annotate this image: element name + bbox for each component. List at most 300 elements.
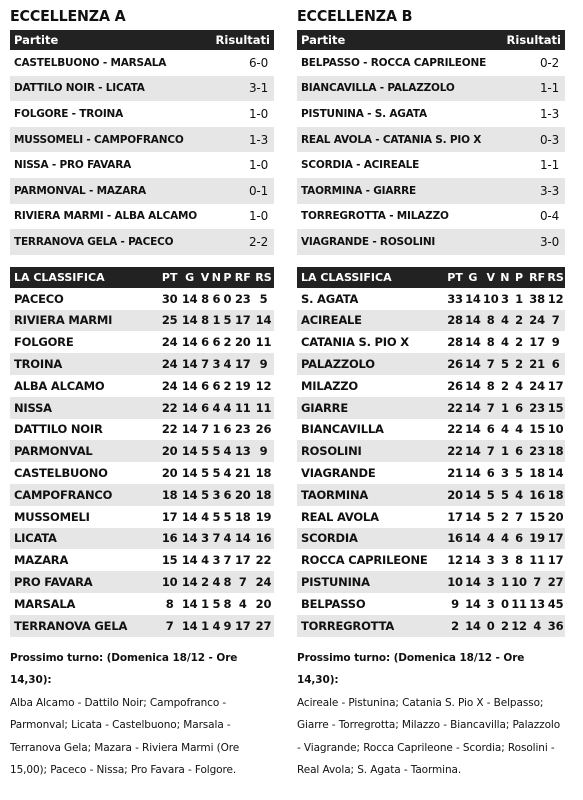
standings-title: LA CLASSIFICA — [10, 267, 160, 288]
header-results-label: Risultati — [506, 33, 561, 47]
stat-cell: 11 — [529, 553, 545, 568]
stat-cell: 16 — [160, 528, 180, 550]
stat-cell: 6 — [201, 335, 209, 350]
team-name: CASTELBUONO — [14, 466, 108, 481]
stat-cell: 18 — [253, 484, 274, 506]
stat-cell: 7 — [160, 615, 180, 637]
stat-cell: 14 — [465, 596, 481, 611]
stat-cell: 5 — [212, 509, 221, 524]
table-row — [10, 397, 274, 419]
stat-cell: 23 — [234, 422, 251, 437]
column-header: G — [180, 267, 200, 288]
match-row — [10, 152, 274, 178]
stat-cell: 20 — [234, 335, 251, 350]
stat-cell: 45 — [547, 596, 564, 611]
stat-cell: 21 — [528, 353, 546, 375]
stat-cell: 13 — [233, 440, 253, 462]
stat-cell: 3 — [500, 291, 509, 306]
stat-cell: 3 — [486, 596, 495, 611]
column-header: PT — [446, 267, 464, 288]
stat-cell: 14 — [465, 378, 481, 393]
stat-cell: 12 — [447, 553, 463, 568]
stat-cell: 6 — [486, 422, 495, 437]
match-score: 3-3 — [540, 183, 559, 198]
stat-cell: 24 — [161, 335, 178, 350]
stat-cell: 14 — [180, 310, 200, 332]
stat-cell: 24 — [528, 310, 546, 332]
stat-cell: 7 — [210, 528, 222, 550]
stat-cell: 8 — [482, 310, 500, 332]
table-row — [297, 440, 565, 462]
stat-cell: 17 — [547, 378, 564, 393]
stat-cell: 14 — [465, 422, 481, 437]
stat-cell: 14 — [180, 615, 200, 637]
table-row — [10, 571, 274, 593]
stat-cell: 0 — [223, 291, 232, 306]
next-round-title: Prossimo turno: (Domenica 18/12 - Ore 14,30): — [10, 651, 238, 686]
stat-cell: 22 — [161, 422, 178, 437]
standings-body — [297, 288, 565, 637]
stat-cell: 14 — [464, 571, 482, 593]
match-teams: SCORDIA - ACIREALE — [301, 159, 420, 172]
stat-cell: 17 — [233, 615, 253, 637]
stat-cell: 7 — [515, 509, 523, 524]
stat-cell: 10 — [160, 571, 180, 593]
team-name: RIVIERA MARMI — [10, 310, 160, 332]
stat-cell: 24 — [253, 571, 274, 593]
stat-cell: 20 — [233, 484, 253, 506]
header-matches-label: Partite — [301, 33, 346, 47]
match-score: 1-0 — [249, 209, 268, 224]
stat-cell: 4 — [515, 422, 523, 437]
stat-cell: 6 — [212, 335, 221, 350]
stat-cell: 5 — [201, 466, 209, 481]
stat-cell: 3 — [482, 571, 500, 593]
stat-cell: 14 — [181, 422, 198, 437]
stat-cell: 2 — [500, 615, 511, 637]
stat-cell: 4 — [201, 553, 209, 568]
match-teams: TAORMINA - GIARRE — [301, 184, 417, 197]
table-row — [297, 353, 565, 375]
stat-cell: 6 — [510, 397, 528, 419]
stat-cell: 7 — [546, 310, 565, 332]
stat-cell: 1 — [515, 291, 523, 306]
stat-cell: 3 — [210, 353, 222, 375]
stat-cell: 5 — [222, 310, 232, 332]
stat-cell: 20 — [255, 596, 272, 611]
match-row — [10, 204, 274, 230]
stat-cell: 27 — [546, 571, 565, 593]
stat-cell: 1 — [500, 397, 511, 419]
table-row — [10, 419, 274, 441]
table-row — [10, 528, 274, 550]
stat-cell: 14 — [464, 397, 482, 419]
team-name: FOLGORE — [14, 335, 74, 350]
stat-cell: 9 — [551, 335, 560, 350]
column-header: N — [210, 267, 222, 288]
stat-cell: 24 — [160, 353, 180, 375]
stat-cell: 5 — [515, 466, 523, 481]
table-row — [297, 615, 565, 637]
team-name: TORREGROTTA — [297, 615, 446, 637]
match-row — [10, 101, 274, 127]
stat-cell: 3 — [500, 466, 509, 481]
stat-cell: 4 — [500, 422, 509, 437]
stat-cell: 4 — [222, 440, 232, 462]
stat-cell: 23 — [528, 397, 546, 419]
stat-cell: 12 — [510, 615, 528, 637]
match-score: 6-0 — [249, 55, 268, 70]
stat-cell: 2 — [510, 353, 528, 375]
table-row — [297, 549, 565, 571]
match-row — [297, 50, 565, 76]
results-list — [10, 50, 274, 255]
match-score: 1-3 — [249, 132, 268, 147]
stat-cell: 14 — [465, 291, 481, 306]
match-teams: PISTUNINA - S. AGATA — [301, 107, 427, 120]
stat-cell: 13 — [529, 596, 545, 611]
stat-cell: 15 — [161, 553, 178, 568]
stat-cell: 18 — [255, 466, 272, 481]
stat-cell: 27 — [253, 615, 274, 637]
stat-cell: 4 — [222, 528, 232, 550]
stat-cell: 8 — [223, 596, 232, 611]
stat-cell: 4 — [238, 596, 247, 611]
column-header: V — [200, 267, 211, 288]
stat-cell: 19 — [528, 528, 546, 550]
stat-cell: 4 — [500, 528, 511, 550]
stat-cell: 14 — [233, 528, 253, 550]
stat-cell: 17 — [546, 528, 565, 550]
team-name: MAZARA — [14, 553, 69, 568]
stat-cell: 4 — [500, 310, 511, 332]
stat-cell: 14 — [464, 615, 482, 637]
column-header: RF — [528, 267, 546, 288]
stat-cell: 2 — [223, 378, 232, 393]
table-row — [10, 310, 274, 332]
match-teams: BELPASSO - ROCCA CAPRILEONE — [301, 56, 487, 69]
stat-cell: 19 — [255, 509, 272, 524]
stat-cell: 24 — [529, 378, 545, 393]
table-row — [10, 331, 274, 353]
column-header: PT — [160, 267, 180, 288]
team-name: PACECO — [14, 291, 64, 306]
stat-cell: 9 — [222, 615, 232, 637]
stat-cell: 3 — [212, 553, 221, 568]
match-score: 0-4 — [540, 209, 559, 224]
stat-cell: 4 — [510, 484, 528, 506]
stat-cell: 14 — [464, 353, 482, 375]
stat-cell: 14 — [464, 528, 482, 550]
stat-cell: 20 — [161, 466, 178, 481]
match-teams: TORREGROTTA - MILAZZO — [301, 210, 449, 223]
stat-cell: 18 — [546, 484, 565, 506]
stat-cell: 7 — [482, 353, 500, 375]
stat-cell: 6 — [212, 378, 221, 393]
stat-cell: 20 — [160, 440, 180, 462]
stat-cell: 14 — [465, 509, 481, 524]
match-row — [10, 50, 274, 76]
table-row — [297, 288, 565, 310]
stat-cell: 22 — [447, 422, 463, 437]
table-row — [297, 571, 565, 593]
stat-cell: 5 — [212, 596, 221, 611]
stat-cell: 5 — [212, 466, 221, 481]
standings-title: LA CLASSIFICA — [297, 267, 446, 288]
standings-table — [297, 267, 565, 637]
match-score: 0-1 — [249, 183, 268, 198]
stat-cell: 3 — [200, 528, 211, 550]
stat-cell: 6 — [200, 397, 211, 419]
stat-cell: 4 — [210, 571, 222, 593]
stat-cell: 10 — [547, 422, 564, 437]
table-row — [10, 462, 274, 484]
match-teams: RIVIERA MARMI - ALBA ALCAMO — [14, 210, 197, 223]
stat-cell: 19 — [234, 378, 251, 393]
stat-cell: 22 — [446, 397, 464, 419]
stat-cell: 18 — [546, 440, 565, 462]
stat-cell: 5 — [500, 353, 511, 375]
stat-cell: 22 — [446, 440, 464, 462]
table-row — [10, 288, 274, 310]
table-row — [297, 593, 565, 615]
eccellenza-a-section — [10, 6, 274, 782]
table-row — [10, 484, 274, 506]
table-row — [10, 440, 274, 462]
team-name: S. AGATA — [301, 291, 359, 306]
table-row — [297, 419, 565, 441]
stat-cell: 26 — [447, 378, 463, 393]
stat-cell: 4 — [210, 615, 222, 637]
stat-cell: 11 — [253, 397, 274, 419]
column-header: RS — [546, 267, 565, 288]
match-teams: NISSA - PRO FAVARA — [14, 159, 132, 172]
stat-cell: 14 — [180, 353, 200, 375]
next-round-title: Prossimo turno: (Domenica 18/12 - Ore 14,30): — [297, 651, 525, 686]
stat-cell: 11 — [255, 335, 272, 350]
stat-cell: 18 — [234, 509, 251, 524]
stat-cell: 17 — [161, 509, 178, 524]
stat-cell: 14 — [253, 310, 274, 332]
stat-cell: 8 — [201, 291, 209, 306]
next-round — [10, 647, 274, 782]
stat-cell: 5 — [200, 484, 211, 506]
eccellenza-b-section — [297, 6, 565, 782]
section-title: ECCELLENZA A — [10, 7, 126, 25]
stat-cell: 20 — [446, 484, 464, 506]
table-row — [10, 615, 274, 637]
match-row — [297, 229, 565, 255]
stat-cell: 14 — [465, 466, 481, 481]
stat-cell: 25 — [160, 310, 180, 332]
match-teams: MUSSOMELI - CAMPOFRANCO — [14, 133, 184, 146]
column-header: P — [222, 267, 232, 288]
match-score: 3-1 — [249, 81, 268, 96]
stat-cell: 5 — [223, 509, 232, 524]
team-name: CATANIA S. PIO X — [301, 335, 409, 350]
match-row — [297, 101, 565, 127]
stat-cell: 6 — [510, 528, 528, 550]
team-name: MILAZZO — [301, 378, 359, 393]
stat-cell: 6 — [510, 440, 528, 462]
team-name: VIAGRANDE — [301, 466, 376, 481]
stat-cell: 6 — [486, 466, 495, 481]
team-name: LICATA — [10, 528, 160, 550]
match-score: 1-0 — [249, 106, 268, 121]
stat-cell: 1 — [210, 310, 222, 332]
team-name: PARMONVAL — [10, 440, 160, 462]
match-row — [10, 229, 274, 255]
stat-cell: 15 — [529, 509, 545, 524]
match-row — [297, 127, 565, 153]
stat-cell: 0 — [482, 615, 500, 637]
table-row — [297, 331, 565, 353]
stat-cell: 17 — [547, 553, 564, 568]
stat-cell: 30 — [161, 291, 178, 306]
stat-cell: 3 — [210, 484, 222, 506]
stat-cell: 7 — [223, 553, 232, 568]
team-name: CAMPOFRANCO — [10, 484, 160, 506]
match-teams: PARMONVAL - MAZARA — [14, 184, 146, 197]
standings-header-row — [297, 267, 565, 288]
match-row — [297, 178, 565, 204]
stat-cell: 8 — [200, 310, 211, 332]
stat-cell: 14 — [465, 553, 481, 568]
stat-cell: 1 — [201, 596, 209, 611]
results-header — [297, 30, 565, 50]
standings-body — [10, 288, 274, 637]
stat-cell: 5 — [259, 291, 268, 306]
stat-cell: 16 — [446, 528, 464, 550]
stat-cell: 21 — [234, 466, 251, 481]
stat-cell: 14 — [181, 335, 198, 350]
stat-cell: 7 — [233, 571, 253, 593]
stat-cell: 11 — [233, 397, 253, 419]
stat-cell: 28 — [447, 335, 463, 350]
stat-cell: 6 — [223, 422, 232, 437]
stat-cell: 4 — [210, 397, 222, 419]
stat-cell: 6 — [546, 353, 565, 375]
stat-cell: 3 — [486, 553, 495, 568]
stat-cell: 4 — [482, 528, 500, 550]
team-name: MARSALA — [14, 596, 76, 611]
stat-cell: 6 — [201, 378, 209, 393]
table-row — [10, 593, 274, 615]
stat-cell: 14 — [464, 310, 482, 332]
stat-cell: 8 — [486, 378, 495, 393]
stat-cell: 1 — [200, 615, 211, 637]
match-row — [10, 178, 274, 204]
stat-cell: 14 — [180, 571, 200, 593]
stat-cell: 0 — [500, 596, 509, 611]
stat-cell: 4 — [222, 397, 232, 419]
team-name: ACIREALE — [297, 310, 446, 332]
stat-cell: 28 — [446, 310, 464, 332]
stat-cell: 14 — [180, 397, 200, 419]
stat-cell: 14 — [180, 528, 200, 550]
match-row — [297, 204, 565, 230]
table-row — [10, 353, 274, 375]
stat-cell: 36 — [546, 615, 565, 637]
stat-cell: 33 — [447, 291, 463, 306]
stat-cell: 22 — [255, 553, 272, 568]
stat-cell: 9 — [253, 440, 274, 462]
stat-cell: 4 — [222, 353, 232, 375]
results-list — [297, 50, 565, 255]
standings-header-row — [10, 267, 274, 288]
stat-cell: 5 — [210, 440, 222, 462]
team-name: ALBA ALCAMO — [14, 378, 105, 393]
match-teams: CASTELBUONO - MARSALA — [14, 56, 167, 69]
stat-cell: 14 — [547, 466, 564, 481]
team-name: BELPASSO — [301, 596, 366, 611]
match-teams: FOLGORE - TROINA — [14, 107, 124, 120]
table-row — [297, 506, 565, 528]
match-score: 2-2 — [249, 234, 268, 249]
stat-cell: 10 — [446, 571, 464, 593]
match-teams: TERRANOVA GELA - PACECO — [14, 235, 174, 248]
stat-cell: 1 — [500, 440, 511, 462]
header-results-label: Risultati — [215, 33, 270, 47]
stat-cell: 15 — [529, 422, 545, 437]
table-row — [297, 397, 565, 419]
team-name: MUSSOMELI — [14, 509, 90, 524]
team-name: PALAZZOLO — [297, 353, 446, 375]
match-score: 3-0 — [540, 234, 559, 249]
stat-cell: 8 — [486, 335, 495, 350]
stat-cell: 14 — [181, 596, 198, 611]
stat-cell: 14 — [180, 484, 200, 506]
stat-cell: 17 — [529, 335, 545, 350]
stat-cell: 23 — [234, 291, 251, 306]
stat-cell: 12 — [547, 291, 564, 306]
stat-cell: 38 — [529, 291, 545, 306]
stat-cell: 6 — [222, 484, 232, 506]
results-header — [10, 30, 274, 50]
column-header: N — [500, 267, 511, 288]
stat-cell: 26 — [446, 353, 464, 375]
stat-cell: 14 — [464, 440, 482, 462]
header-matches-label: Partite — [14, 33, 59, 47]
table-row — [297, 484, 565, 506]
match-teams: BIANCAVILLA - PALAZZOLO — [301, 82, 455, 95]
team-name: ROCCA CAPRILEONE — [301, 553, 428, 568]
stat-cell: 20 — [547, 509, 564, 524]
stat-cell: 2 — [446, 615, 464, 637]
stat-cell: 9 — [451, 596, 459, 611]
team-name: TROINA — [10, 353, 160, 375]
stat-cell: 2 — [500, 378, 509, 393]
match-score: 0-3 — [540, 132, 559, 147]
stat-cell: 10 — [510, 571, 528, 593]
match-row — [10, 76, 274, 102]
table-row — [10, 506, 274, 528]
stat-cell: 3 — [500, 553, 509, 568]
stat-cell: 17 — [447, 509, 463, 524]
stat-cell: 14 — [181, 509, 198, 524]
stat-cell: 14 — [181, 466, 198, 481]
match-teams: VIAGRANDE - ROSOLINI — [301, 235, 436, 248]
match-row — [10, 127, 274, 153]
column-header: RF — [233, 267, 253, 288]
stat-cell: 17 — [234, 553, 251, 568]
column-header: G — [464, 267, 482, 288]
column-header: V — [482, 267, 500, 288]
team-name: ROSOLINI — [297, 440, 446, 462]
stat-cell: 17 — [233, 310, 253, 332]
table-row — [297, 528, 565, 550]
team-name: REAL AVOLA — [301, 509, 379, 524]
